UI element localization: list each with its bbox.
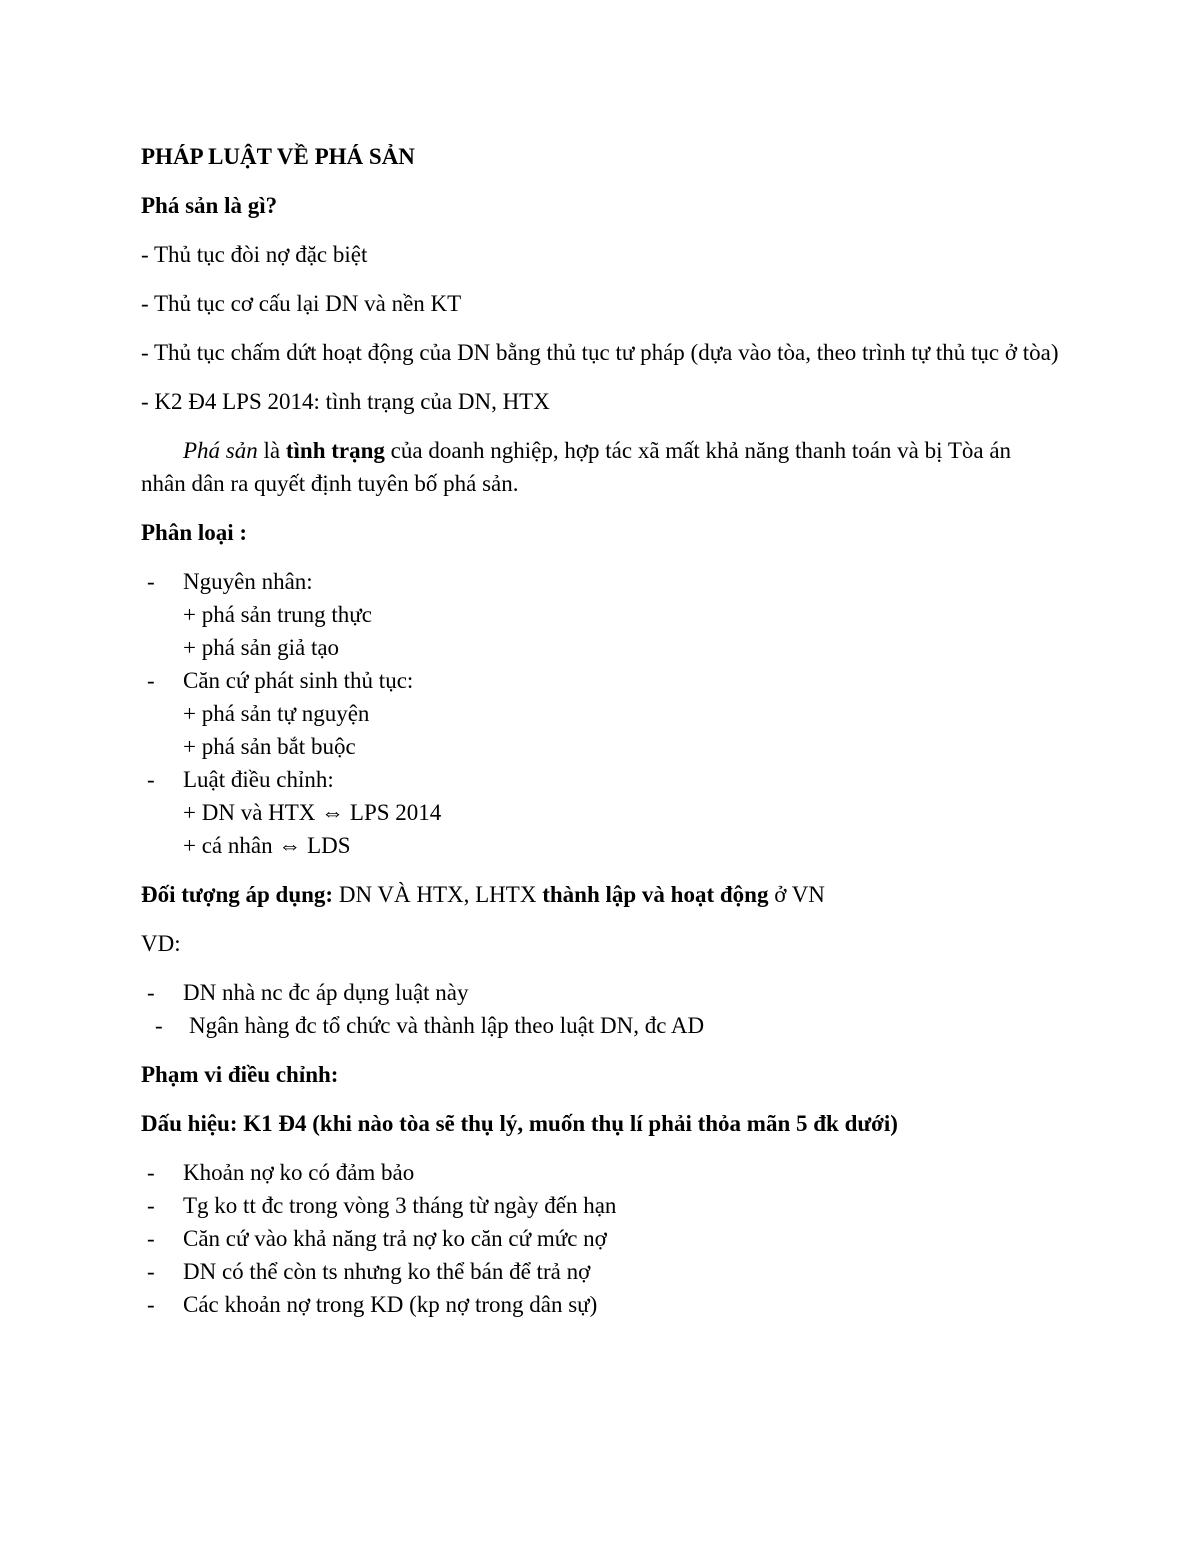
dash-bullet: - (147, 767, 155, 792)
classification-sub: + DN và HTX ⇔ LPS 2014 (183, 800, 442, 825)
definition-line: - Thủ tục chấm dứt hoạt động của DN bằng thủ tục tư pháp (dựa vào tòa, theo trình tự thủ tục ở tòa) (141, 340, 1059, 365)
definition-line: - Thủ tục đòi nợ đặc biệt (141, 242, 368, 267)
definition-heading: Phá sản là gì? (141, 193, 278, 218)
sign-text: Tg ko tt đc trong vòng 3 tháng từ ngày đến hạn (183, 1193, 617, 1218)
scope-label: Đối tượng áp dụng: (141, 882, 334, 907)
example-text: Ngân hàng đc tổ chức và thành lập theo luật DN, đc AD (189, 1013, 705, 1038)
scope-part1: DN VÀ HTX, LHTX (338, 882, 537, 907)
sign-text: Các khoản nợ trong KD (kp nợ trong dân sự) (183, 1292, 598, 1317)
regulation-heading: Phạm vi điều chỉnh: (141, 1062, 339, 1087)
document-page (141, 140, 1061, 1337)
quote-state: tình trạng (285, 438, 385, 463)
classification-list (141, 565, 1061, 862)
document-title: PHÁP LUẬT VỀ PHÁ SẢN (141, 144, 415, 169)
classification-sub: + phá sản tự nguyện (183, 701, 370, 726)
example-text: DN nhà nc đc áp dụng luật này (183, 980, 469, 1005)
example-label: VD: (141, 931, 181, 956)
classification-heading: Phân loại : (141, 520, 248, 545)
example-item (141, 976, 1061, 1009)
quote-rest: của doanh nghiệp, hợp tác xã mất khả năng thanh toán và bị Tòa án nhân dân ra quyết định tuyên bố phá sản. (141, 438, 1012, 496)
signs-heading: Dấu hiệu: K1 Đ4 (khi nào tòa sẽ thụ lý, muốn thụ lí phải thỏa mãn 5 đk dưới) (141, 1111, 898, 1136)
dash-bullet: - (147, 1160, 155, 1185)
scope-line (141, 878, 1061, 911)
dash-bullet: - (147, 980, 155, 1005)
classification-item (141, 763, 1061, 862)
signs-list (141, 1156, 1061, 1321)
classification-label: Luật điều chỉnh: (183, 767, 334, 792)
classification-sub: + phá sản trung thực (183, 602, 372, 627)
dash-bullet: - (147, 1292, 155, 1317)
sign-text: Khoản nợ ko có đảm bảo (183, 1160, 415, 1185)
dash-bullet: - (147, 1226, 155, 1251)
classification-label: Nguyên nhân: (183, 569, 313, 594)
sign-item (141, 1156, 1061, 1189)
classification-item (141, 664, 1061, 763)
classification-sub: + cá nhân ⇔ LDS (183, 833, 351, 858)
quote-is: là (263, 438, 281, 463)
definition-line: - K2 Đ4 LPS 2014: tình trạng của DN, HTX (141, 389, 550, 414)
scope-part3: ở VN (774, 882, 825, 907)
classification-sub: + phá sản giả tạo (183, 635, 340, 660)
definition-line: - Thủ tục cơ cấu lại DN và nền KT (141, 291, 462, 316)
example-list (141, 976, 1061, 1042)
quote-term: Phá sản (183, 438, 258, 463)
scope-part2: thành lập và hoạt động (542, 882, 769, 907)
dash-bullet: - (155, 1013, 163, 1038)
classification-sub: + phá sản bắt buộc (183, 734, 356, 759)
sign-text: Căn cứ vào khả năng trả nợ ko căn cứ mức nợ (183, 1226, 607, 1251)
classification-item (141, 565, 1061, 664)
dash-bullet: - (147, 569, 155, 594)
classification-label: Căn cứ phát sinh thủ tục: (183, 668, 414, 693)
sign-item (141, 1222, 1061, 1255)
dash-bullet: - (147, 668, 155, 693)
sign-item (141, 1189, 1061, 1222)
sign-item (141, 1255, 1061, 1288)
example-item (141, 1009, 1061, 1042)
sign-text: DN có thể còn ts nhưng ko thể bán để trả nợ (183, 1259, 591, 1284)
sign-item (141, 1288, 1061, 1321)
dash-bullet: - (147, 1259, 155, 1284)
definition-quote (141, 434, 1061, 500)
dash-bullet: - (147, 1193, 155, 1218)
